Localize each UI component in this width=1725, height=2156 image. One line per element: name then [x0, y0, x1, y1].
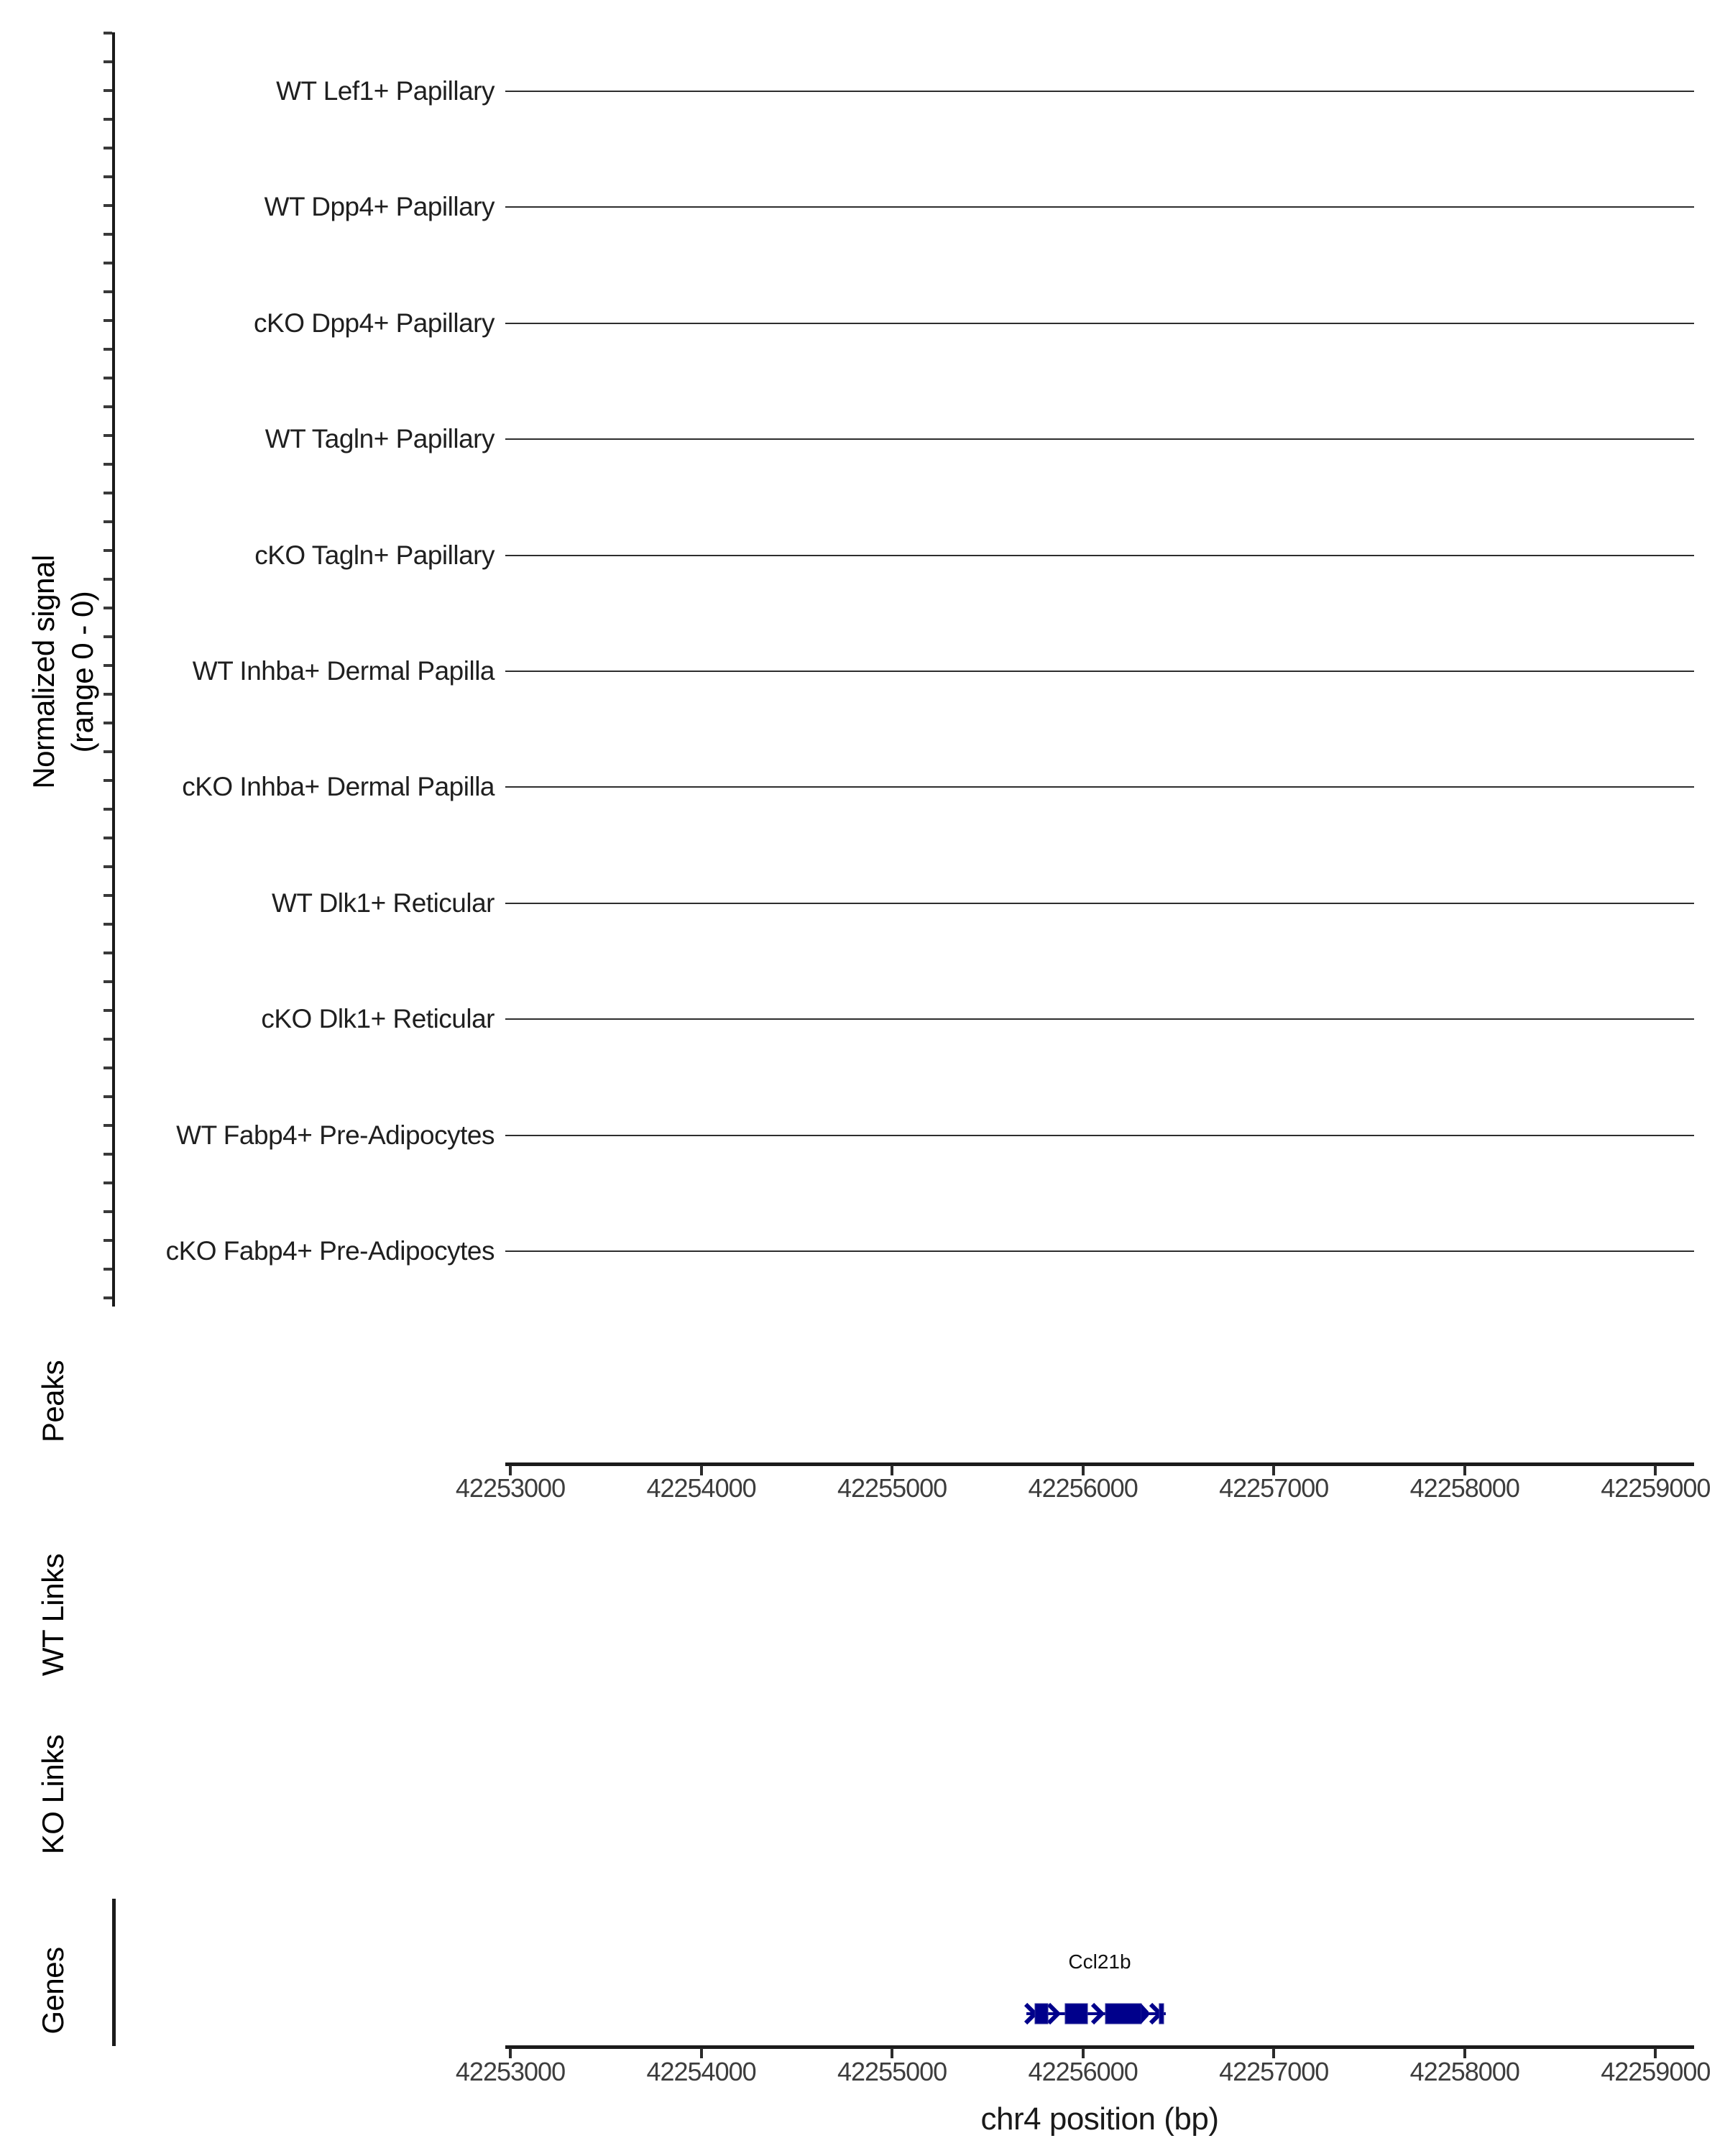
signal-axis-title-line1: Normalized signal [27, 555, 60, 789]
genome-axis-tick-label-bottom: 42254000 [646, 2057, 756, 2086]
genome-axis-tick-label-bottom: 42253000 [455, 2057, 566, 2086]
signal-y-axis-tick [104, 980, 112, 983]
signal-y-axis-tick [104, 607, 112, 609]
genome-axis-tick-label-top: 42254000 [646, 1473, 756, 1503]
track-baseline [505, 786, 1694, 788]
signal-y-axis-tick [104, 894, 112, 897]
signal-y-axis-tick [104, 520, 112, 523]
track-baseline [505, 1135, 1694, 1136]
section-label-wt-links: WT Links [36, 1553, 70, 1677]
track-baseline [505, 91, 1694, 92]
signal-y-axis-tick [104, 1296, 112, 1299]
track-baseline [505, 206, 1694, 208]
gene-exon [1105, 2004, 1141, 2024]
signal-y-axis-tick [104, 60, 112, 63]
genome-axis-tick-label-top: 42258000 [1409, 1473, 1519, 1503]
track-baseline [505, 438, 1694, 440]
signal-y-axis-tick [104, 1038, 112, 1041]
signal-y-axis-tick [104, 377, 112, 379]
genome-axis-tick-label-top: 42253000 [455, 1473, 566, 1503]
genome-axis-tick-label-bottom: 42258000 [1409, 2057, 1519, 2086]
track-label: WT Dpp4+ Papillary [264, 192, 494, 221]
signal-y-axis-tick [104, 492, 112, 494]
signal-y-axis-tick [104, 865, 112, 868]
track-baseline [505, 903, 1694, 904]
signal-y-axis-tick [104, 89, 112, 92]
genome-axis-tick-label-top: 42255000 [837, 1473, 947, 1503]
signal-y-axis-tick [104, 923, 112, 926]
signal-y-axis-tick [104, 808, 112, 811]
signal-y-axis-tick [104, 32, 112, 34]
track-label: WT Lef1+ Papillary [276, 76, 494, 106]
x-axis-title: chr4 position (bp) [980, 2101, 1219, 2137]
genome-axis-tick-label-top: 42256000 [1028, 1473, 1138, 1503]
genome-axis-tick-label-bottom: 42259000 [1601, 2057, 1711, 2086]
signal-y-axis-tick [104, 1239, 112, 1242]
genome-axis-tick-label-bottom: 42256000 [1028, 2057, 1138, 2086]
track-label: cKO Inhba+ Dermal Papilla [182, 772, 494, 801]
signal-y-axis-tick [104, 463, 112, 466]
gene-exon [1035, 2004, 1048, 2024]
track-label: cKO Dpp4+ Papillary [254, 308, 494, 338]
track-baseline [505, 1250, 1694, 1252]
signal-y-axis-tick [104, 837, 112, 839]
signal-y-axis-tick [104, 262, 112, 264]
signal-y-axis-tick [104, 1210, 112, 1213]
genome-axis-tick-label-top: 42259000 [1601, 1473, 1711, 1503]
signal-y-axis-tick [104, 750, 112, 753]
track-label: cKO Tagln+ Papillary [254, 540, 494, 570]
track-label: WT Fabp4+ Pre-Adipocytes [176, 1120, 494, 1150]
signal-y-axis-tick [104, 779, 112, 782]
signal-y-axis-tick [104, 1124, 112, 1127]
track-baseline [505, 323, 1694, 324]
signal-y-axis-tick [104, 722, 112, 724]
signal-y-axis-tick [104, 1067, 112, 1069]
signal-y-axis-tick [104, 290, 112, 293]
signal-y-axis-tick [104, 405, 112, 408]
section-label-ko-links: KO Links [36, 1734, 70, 1855]
signal-y-axis-tick [104, 1009, 112, 1012]
signal-y-axis-tick [104, 1153, 112, 1156]
signal-y-axis-tick [104, 549, 112, 552]
genome-axis-tick-label-bottom: 42257000 [1219, 2057, 1329, 2086]
track-label: WT Tagln+ Papillary [264, 424, 494, 453]
signal-y-axis-tick [104, 578, 112, 581]
genome-axis-tick-label-bottom: 42255000 [837, 2057, 947, 2086]
genes-bracket [112, 1899, 116, 2046]
signal-y-axis-tick [104, 434, 112, 437]
genome-axis-tick-label-top: 42257000 [1219, 1473, 1329, 1503]
signal-y-axis-tick [104, 204, 112, 207]
signal-y-axis-tick [104, 952, 112, 954]
signal-y-axis-tick [104, 319, 112, 322]
signal-y-axis-tick [104, 693, 112, 696]
gene-name-label: Ccl21b [1068, 1950, 1131, 1973]
genome-axis-line-top [505, 1462, 1694, 1466]
track-baseline [505, 671, 1694, 672]
track-label: WT Inhba+ Dermal Papilla [192, 656, 494, 686]
gene-model-svg [503, 1991, 1725, 2041]
track-baseline [505, 1018, 1694, 1020]
signal-y-axis-tick [104, 147, 112, 149]
gene-exon-taper [1141, 2004, 1149, 2024]
signal-axis-title-line2: (range 0 - 0) [65, 591, 99, 753]
signal-y-axis-tick [104, 175, 112, 178]
track-label: cKO Dlk1+ Reticular [261, 1004, 494, 1033]
signal-y-axis-tick [104, 118, 112, 121]
section-label-genes: Genes [36, 1947, 70, 2035]
signal-y-axis-tick [104, 1181, 112, 1184]
track-label: cKO Fabp4+ Pre-Adipocytes [165, 1236, 494, 1266]
track-label: WT Dlk1+ Reticular [271, 888, 494, 918]
gene-exon [1065, 2004, 1087, 2024]
genome-axis-line-bottom [505, 2045, 1694, 2049]
track-baseline [505, 555, 1694, 556]
section-label-peaks: Peaks [36, 1360, 70, 1443]
gene-exon [1159, 2004, 1164, 2024]
signal-y-axis-tick [104, 635, 112, 638]
signal-y-axis-tick [104, 1095, 112, 1098]
signal-y-axis-tick [104, 233, 112, 236]
signal-y-axis-tick [104, 1268, 112, 1271]
signal-y-axis-tick [104, 664, 112, 667]
signal-y-axis-tick [104, 348, 112, 351]
